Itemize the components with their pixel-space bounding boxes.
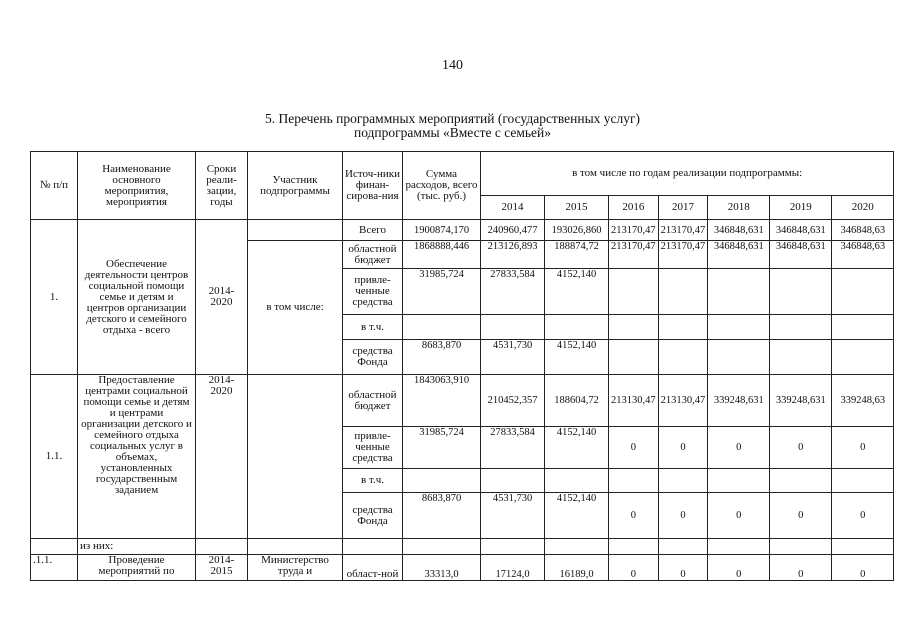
table-row [31,375,894,427]
sum-cell [403,469,481,493]
year-value [481,539,545,555]
year-value: 0 [658,427,708,469]
header-name: Наименование основного мероприятия, мероприятия [78,152,196,220]
participant-cell: в том числе: [248,241,343,375]
program-table-container [30,151,905,611]
table-row [31,539,894,555]
source-cell: привле-ченные средства [343,269,403,315]
table-title [0,112,905,140]
year-value [770,469,832,493]
year-value: 0 [609,427,659,469]
year-value [832,469,894,493]
year-value [545,469,609,493]
year-value [658,469,708,493]
year-value [832,269,894,315]
title-line-2: подпрограммы «Вместе с семьей» [353,125,552,140]
year-value [832,315,894,340]
event-terms: 2014-2015 [196,555,248,581]
source-cell: средства Фонда [343,340,403,375]
year-value [545,315,609,340]
year-value [708,469,770,493]
year-value [708,340,770,375]
event-terms: 2014-2020 [196,375,248,539]
header-year: 2015 [545,196,609,220]
source-cell: Всего [343,220,403,241]
title-line-1: 5. Перечень программных мероприятий (государственных услуг) [264,111,641,126]
year-value: 188604,72 [545,375,609,427]
sum-cell [403,539,481,555]
sum-cell: 31985,724 [403,269,481,315]
year-value: 0 [832,427,894,469]
year-value [609,315,659,340]
header-year: 2020 [832,196,894,220]
year-value: 346848,63 [832,220,894,241]
year-value [708,539,770,555]
page-number: 140 [442,58,463,73]
sum-cell: 33313,0 [403,555,481,581]
year-value: 210452,357 [481,375,545,427]
year-value: 240960,477 [481,220,545,241]
sum-cell: 1900874,170 [403,220,481,241]
year-value: 0 [609,493,659,539]
header-year: 2017 [658,196,708,220]
year-value: 213170,47 [658,241,708,269]
source-cell: в т.ч. [343,469,403,493]
event-name: Предоставление центрами социальной помощи семье и детям и центрами организации детского и семейного отдыха социальных услуг в объемах, установленных государственным заданием [78,375,196,539]
header-sum: Сумма расходов, всего (тыс. руб.) [403,152,481,220]
year-value: 4152,140 [545,493,609,539]
year-value: 4531,730 [481,340,545,375]
year-value: 27833,584 [481,427,545,469]
header-by-years: в том числе по годам реализации подпрограммы: [481,152,894,196]
header-terms: Сроки реали-зации, годы [196,152,248,220]
year-value [609,539,659,555]
participant-cell [248,539,343,555]
sum-cell: 1868888,446 [403,241,481,269]
year-value [545,539,609,555]
year-value: 0 [658,555,708,581]
year-value [832,539,894,555]
year-value [770,315,832,340]
year-value: 0 [832,555,894,581]
row-number: 1. [31,220,78,375]
source-cell: в т.ч. [343,315,403,340]
year-value [770,340,832,375]
year-value [708,315,770,340]
year-value: 213170,47 [609,241,659,269]
sum-cell: 8683,870 [403,493,481,539]
participant-cell [248,375,343,539]
year-value: 0 [658,493,708,539]
table-row [31,555,894,581]
header-year: 2018 [708,196,770,220]
row-number: .1.1. [31,555,78,581]
year-value [658,269,708,315]
year-value: 0 [770,493,832,539]
year-value: 339248,631 [770,375,832,427]
year-value [708,269,770,315]
event-name: Обеспечение деятельности центров социальной помощи семье и детям и центров организации детского и семейного отдыха - всего [78,220,196,375]
year-value [832,340,894,375]
row-number: 1.1. [31,375,78,539]
source-cell: област-ной [343,555,403,581]
year-value: 346848,631 [708,241,770,269]
source-cell: областной бюджет [343,241,403,269]
event-terms: 2014-2020 [196,220,248,375]
source-cell: привле-ченные средства [343,427,403,469]
year-value: 16189,0 [545,555,609,581]
year-value: 17124,0 [481,555,545,581]
year-value: 213170,47 [609,220,659,241]
year-value: 27833,584 [481,269,545,315]
year-value: 4152,140 [545,340,609,375]
year-value [770,539,832,555]
year-value: 188874,72 [545,241,609,269]
year-value [770,269,832,315]
sum-cell [403,315,481,340]
year-value [609,469,659,493]
year-value [609,269,659,315]
source-cell: средства Фонда [343,493,403,539]
participant-cell: Министерство труда и [248,555,343,581]
year-value: 339248,631 [708,375,770,427]
year-value [658,315,708,340]
source-cell [343,539,403,555]
year-value: 0 [770,555,832,581]
year-value: 346848,631 [770,220,832,241]
year-value [658,539,708,555]
year-value: 0 [708,555,770,581]
table-row [31,220,894,241]
sum-cell: 1843063,910 [403,375,481,427]
year-value: 0 [708,427,770,469]
year-value: 339248,63 [832,375,894,427]
year-value: 193026,860 [545,220,609,241]
program-events-table [30,151,894,581]
year-value: 0 [832,493,894,539]
year-value: 346848,631 [708,220,770,241]
year-value: 4531,730 [481,493,545,539]
year-value: 0 [770,427,832,469]
of-them-label: из них: [78,539,196,555]
year-value: 4152,140 [545,427,609,469]
source-cell: областной бюджет [343,375,403,427]
year-value: 346848,63 [832,241,894,269]
event-name: Проведение мероприятий по [78,555,196,581]
participant-cell [248,220,343,241]
year-value [658,340,708,375]
year-value: 213126,893 [481,241,545,269]
year-value: 346848,631 [770,241,832,269]
header-source: Источ-ники финан-сирова-ния [343,152,403,220]
header-year: 2019 [770,196,832,220]
row-number [31,539,78,555]
event-terms [196,539,248,555]
sum-cell: 8683,870 [403,340,481,375]
year-value [481,315,545,340]
year-value: 0 [609,555,659,581]
header-year: 2016 [609,196,659,220]
year-value: 213130,47 [658,375,708,427]
header-participant: Участник подпрограммы [248,152,343,220]
year-value: 213130,47 [609,375,659,427]
year-value: 4152,140 [545,269,609,315]
header-year: 2014 [481,196,545,220]
year-value [481,469,545,493]
year-value [609,340,659,375]
year-value: 0 [708,493,770,539]
year-value: 213170,47 [658,220,708,241]
sum-cell: 31985,724 [403,427,481,469]
header-row-1 [31,152,894,196]
header-num: № п/п [31,152,78,220]
